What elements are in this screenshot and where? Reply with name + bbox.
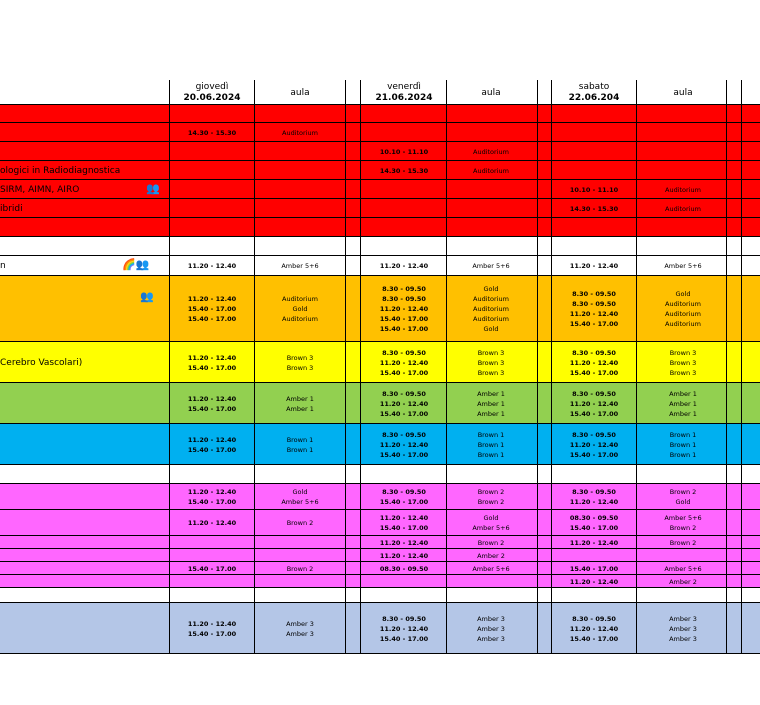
header-day: giovedì bbox=[195, 82, 229, 92]
room-cell bbox=[255, 536, 345, 549]
time-cell bbox=[362, 575, 446, 588]
time-cell: 08.30 - 09.50 15.40 - 17.00 bbox=[569, 514, 619, 532]
row-label: ibridi bbox=[0, 203, 23, 214]
time-cell: 8.30 - 09.50 11.20 - 12.40 15.40 - 17.00 bbox=[379, 614, 429, 643]
time-cell: 15.40 - 17.00 bbox=[187, 564, 237, 573]
time-cell: 15.40 - 17.00 bbox=[569, 564, 619, 573]
room-cell bbox=[636, 588, 730, 603]
room-cell bbox=[446, 218, 536, 237]
time-cell bbox=[552, 161, 636, 180]
header-day: venerdì bbox=[387, 82, 421, 92]
room-cell bbox=[255, 588, 345, 603]
time-cell bbox=[362, 465, 446, 484]
column-divider bbox=[446, 80, 447, 654]
room-cell: Amber 3 Amber 3 bbox=[286, 619, 314, 638]
time-cell: 11.20 - 12.40 bbox=[187, 519, 237, 527]
time-cell: 08.30 - 09.50 bbox=[379, 564, 429, 573]
time-cell bbox=[362, 104, 446, 123]
room-cell bbox=[255, 549, 345, 562]
room-cell: Auditorium bbox=[282, 128, 318, 137]
room-cell bbox=[255, 142, 345, 161]
time-cell bbox=[170, 237, 254, 256]
room-cell: Amber 1 Amber 1 Amber 1 bbox=[669, 389, 697, 418]
room-cell: Amber 3 Amber 3 Amber 3 bbox=[669, 614, 697, 643]
time-cell: 11.20 - 12.40 15.40 - 17.00 bbox=[187, 619, 237, 638]
room-cell: Gold Auditorium Auditorium Auditorium bbox=[665, 290, 701, 328]
room-cell: Brown 2 Brown 2 bbox=[477, 488, 505, 506]
time-cell: 11.20 - 12.40 15.40 - 17.00 bbox=[187, 435, 237, 454]
time-cell bbox=[362, 588, 446, 603]
time-cell bbox=[170, 549, 254, 562]
time-cell: 8.30 - 09.50 11.20 - 12.40 15.40 - 17.00 bbox=[379, 348, 429, 377]
time-cell bbox=[552, 237, 636, 256]
room-cell bbox=[255, 575, 345, 588]
time-cell: 10.10 - 11.10 bbox=[379, 147, 429, 156]
header-giovedi bbox=[170, 82, 254, 104]
time-cell bbox=[170, 536, 254, 549]
room-cell: Brown 1 Brown 1 Brown 1 bbox=[477, 430, 505, 459]
time-cell: 14.30 - 15.30 bbox=[187, 128, 237, 137]
time-cell bbox=[170, 575, 254, 588]
column-divider bbox=[636, 80, 637, 654]
room-cell bbox=[636, 237, 730, 256]
room-cell bbox=[446, 123, 536, 142]
header-day: sabato bbox=[578, 82, 610, 92]
room-cell: Auditorium bbox=[473, 147, 509, 156]
row-label: ologici in Radiodiagnostica bbox=[0, 165, 121, 176]
time-cell: 8.30 - 09.50 11.20 - 12.40 15.40 - 17.00 bbox=[569, 389, 619, 418]
room-cell bbox=[636, 161, 730, 180]
room-cell bbox=[255, 161, 345, 180]
time-cell: 11.20 - 12.40 15.40 - 17.00 bbox=[379, 514, 429, 532]
room-cell bbox=[255, 199, 345, 218]
room-cell: Auditorium bbox=[473, 166, 509, 175]
time-cell: 8.30 - 09.50 11.20 - 12.40 15.40 - 17.00 bbox=[569, 430, 619, 459]
room-cell: Brown 1 Brown 1 Brown 1 bbox=[669, 430, 697, 459]
time-cell: 8.30 - 09.50 11.20 - 12.40 bbox=[569, 488, 619, 506]
time-cell bbox=[170, 161, 254, 180]
time-cell bbox=[362, 218, 446, 237]
column-divider bbox=[345, 80, 346, 654]
time-cell: 11.20 - 12.40 bbox=[569, 577, 619, 586]
room-cell: Amber 2 bbox=[669, 577, 697, 586]
column-divider bbox=[169, 80, 170, 654]
people-icon: 👥 bbox=[140, 290, 154, 303]
room-cell bbox=[636, 123, 730, 142]
time-cell bbox=[170, 218, 254, 237]
room-cell: Auditorium bbox=[665, 204, 701, 213]
time-cell: 8.30 - 09.50 11.20 - 12.40 15.40 - 17.00 bbox=[569, 348, 619, 377]
column-divider bbox=[537, 80, 538, 654]
time-cell: 11.20 - 12.40 bbox=[379, 551, 429, 560]
room-cell: Amber 2 bbox=[477, 551, 505, 560]
time-cell bbox=[552, 142, 636, 161]
time-cell: 8.30 - 09.50 11.20 - 12.40 15.40 - 17.00 bbox=[569, 614, 619, 643]
time-cell bbox=[552, 104, 636, 123]
room-cell bbox=[636, 104, 730, 123]
time-cell bbox=[170, 180, 254, 199]
room-cell bbox=[446, 180, 536, 199]
row-label: SIRM, AIMN, AIRO bbox=[0, 184, 80, 195]
time-cell: 8.30 - 09.50 8.30 - 09.50 11.20 - 12.40 15.40 - 17.00 bbox=[569, 290, 619, 328]
column-divider bbox=[551, 80, 552, 654]
room-cell bbox=[636, 465, 730, 484]
time-cell: 8.30 - 09.50 15.40 - 17.00 bbox=[379, 488, 429, 506]
room-cell bbox=[446, 575, 536, 588]
header-room: aula bbox=[290, 88, 310, 98]
time-cell bbox=[170, 104, 254, 123]
row-label: Cerebro Vascolari) bbox=[0, 357, 83, 368]
room-cell: Amber 1 Amber 1 Amber 1 bbox=[477, 389, 505, 418]
room-cell bbox=[446, 588, 536, 603]
time-cell: 11.20 - 12.40 bbox=[379, 262, 429, 270]
time-cell: 11.20 - 12.40 15.40 - 17.00 bbox=[187, 394, 237, 413]
room-cell: Brown 2 bbox=[286, 564, 314, 573]
time-cell bbox=[362, 123, 446, 142]
row-label: n bbox=[0, 261, 6, 271]
time-cell bbox=[362, 199, 446, 218]
room-cell bbox=[446, 199, 536, 218]
room-cell: Gold Amber 5+6 bbox=[281, 488, 319, 506]
room-cell bbox=[636, 218, 730, 237]
room-cell: Auditorium bbox=[665, 185, 701, 194]
time-cell: 8.30 - 09.50 11.20 - 12.40 15.40 - 17.00 bbox=[379, 430, 429, 459]
room-cell: Brown 3 Brown 3 Brown 3 bbox=[477, 348, 505, 377]
room-cell: Brown 2 bbox=[286, 519, 314, 527]
time-cell: 11.20 - 12.40 bbox=[569, 538, 619, 547]
time-cell bbox=[362, 237, 446, 256]
time-cell: 11.20 - 12.40 bbox=[379, 538, 429, 547]
column-divider bbox=[360, 80, 361, 654]
header-sabato bbox=[552, 82, 636, 104]
room-cell: Gold Amber 5+6 bbox=[472, 514, 510, 532]
room-cell: Brown 1 Brown 1 bbox=[286, 435, 314, 454]
time-cell bbox=[552, 218, 636, 237]
room-cell bbox=[255, 237, 345, 256]
room-cell: Brown 3 Brown 3 Brown 3 bbox=[669, 348, 697, 377]
time-cell: 11.20 - 12.40 15.40 - 17.00 bbox=[187, 488, 237, 506]
header-date: 20.06.2024 bbox=[183, 93, 241, 103]
time-cell: 14.30 - 15.30 bbox=[569, 204, 619, 213]
time-cell: 8.30 - 09.50 8.30 - 09.50 11.20 - 12.40 15.40 - 17.00 15.40 - 17.00 bbox=[379, 285, 429, 333]
room-cell: Amber 3 Amber 3 Amber 3 bbox=[477, 614, 505, 643]
header-date: 22.06.204 bbox=[568, 93, 620, 103]
room-cell: Amber 5+6 bbox=[472, 564, 510, 573]
room-cell: Amber 5+6 bbox=[664, 564, 702, 573]
time-cell: 8.30 - 09.50 11.20 - 12.40 15.40 - 17.00 bbox=[379, 389, 429, 418]
room-cell: Gold Auditorium Auditorium Auditorium Gold bbox=[473, 285, 509, 333]
time-cell: 11.20 - 12.40 bbox=[187, 262, 237, 270]
room-cell: Brown 3 Brown 3 bbox=[286, 353, 314, 372]
time-cell bbox=[552, 588, 636, 603]
time-cell bbox=[552, 465, 636, 484]
room-cell bbox=[255, 218, 345, 237]
room-cell bbox=[255, 465, 345, 484]
rainbow-people-icon: 🌈👥 bbox=[122, 258, 150, 271]
time-cell bbox=[362, 180, 446, 199]
column-divider bbox=[726, 80, 727, 654]
time-cell: 14.30 - 15.30 bbox=[379, 166, 429, 175]
room-cell bbox=[255, 104, 345, 123]
room-cell: Amber 5+6 bbox=[281, 262, 319, 270]
column-divider bbox=[254, 80, 255, 654]
room-cell bbox=[446, 465, 536, 484]
time-cell: 11.20 - 12.40 15.40 - 17.00 bbox=[187, 353, 237, 372]
room-cell: Amber 1 Amber 1 bbox=[286, 394, 314, 413]
room-cell: Brown 2 Gold bbox=[669, 488, 697, 506]
time-cell bbox=[170, 588, 254, 603]
room-cell: Brown 2 bbox=[477, 538, 505, 547]
time-cell bbox=[170, 465, 254, 484]
header-room: aula bbox=[673, 88, 693, 98]
room-cell bbox=[446, 237, 536, 256]
time-cell: 10.10 - 11.10 bbox=[569, 185, 619, 194]
room-cell: Brown 2 bbox=[669, 538, 697, 547]
room-cell: Amber 5+6 bbox=[472, 262, 510, 270]
time-cell bbox=[170, 199, 254, 218]
header-date: 21.06.2024 bbox=[375, 93, 433, 103]
room-cell bbox=[446, 104, 536, 123]
header-room: aula bbox=[481, 88, 501, 98]
time-cell: 11.20 - 12.40 15.40 - 17.00 15.40 - 17.00 bbox=[187, 295, 237, 323]
room-cell bbox=[255, 180, 345, 199]
time-cell: 11.20 - 12.40 bbox=[569, 262, 619, 270]
people-icon: 👥 bbox=[146, 182, 160, 195]
column-divider bbox=[741, 80, 742, 654]
room-cell bbox=[636, 142, 730, 161]
time-cell bbox=[552, 549, 636, 562]
room-cell: Amber 5+6 Brown 2 bbox=[664, 514, 702, 532]
room-cell bbox=[636, 549, 730, 562]
room-cell: Amber 5+6 bbox=[664, 262, 702, 270]
time-cell bbox=[170, 142, 254, 161]
header-venerdi bbox=[362, 82, 446, 104]
room-cell: Auditorium Gold Auditorium bbox=[282, 295, 318, 323]
time-cell bbox=[552, 123, 636, 142]
